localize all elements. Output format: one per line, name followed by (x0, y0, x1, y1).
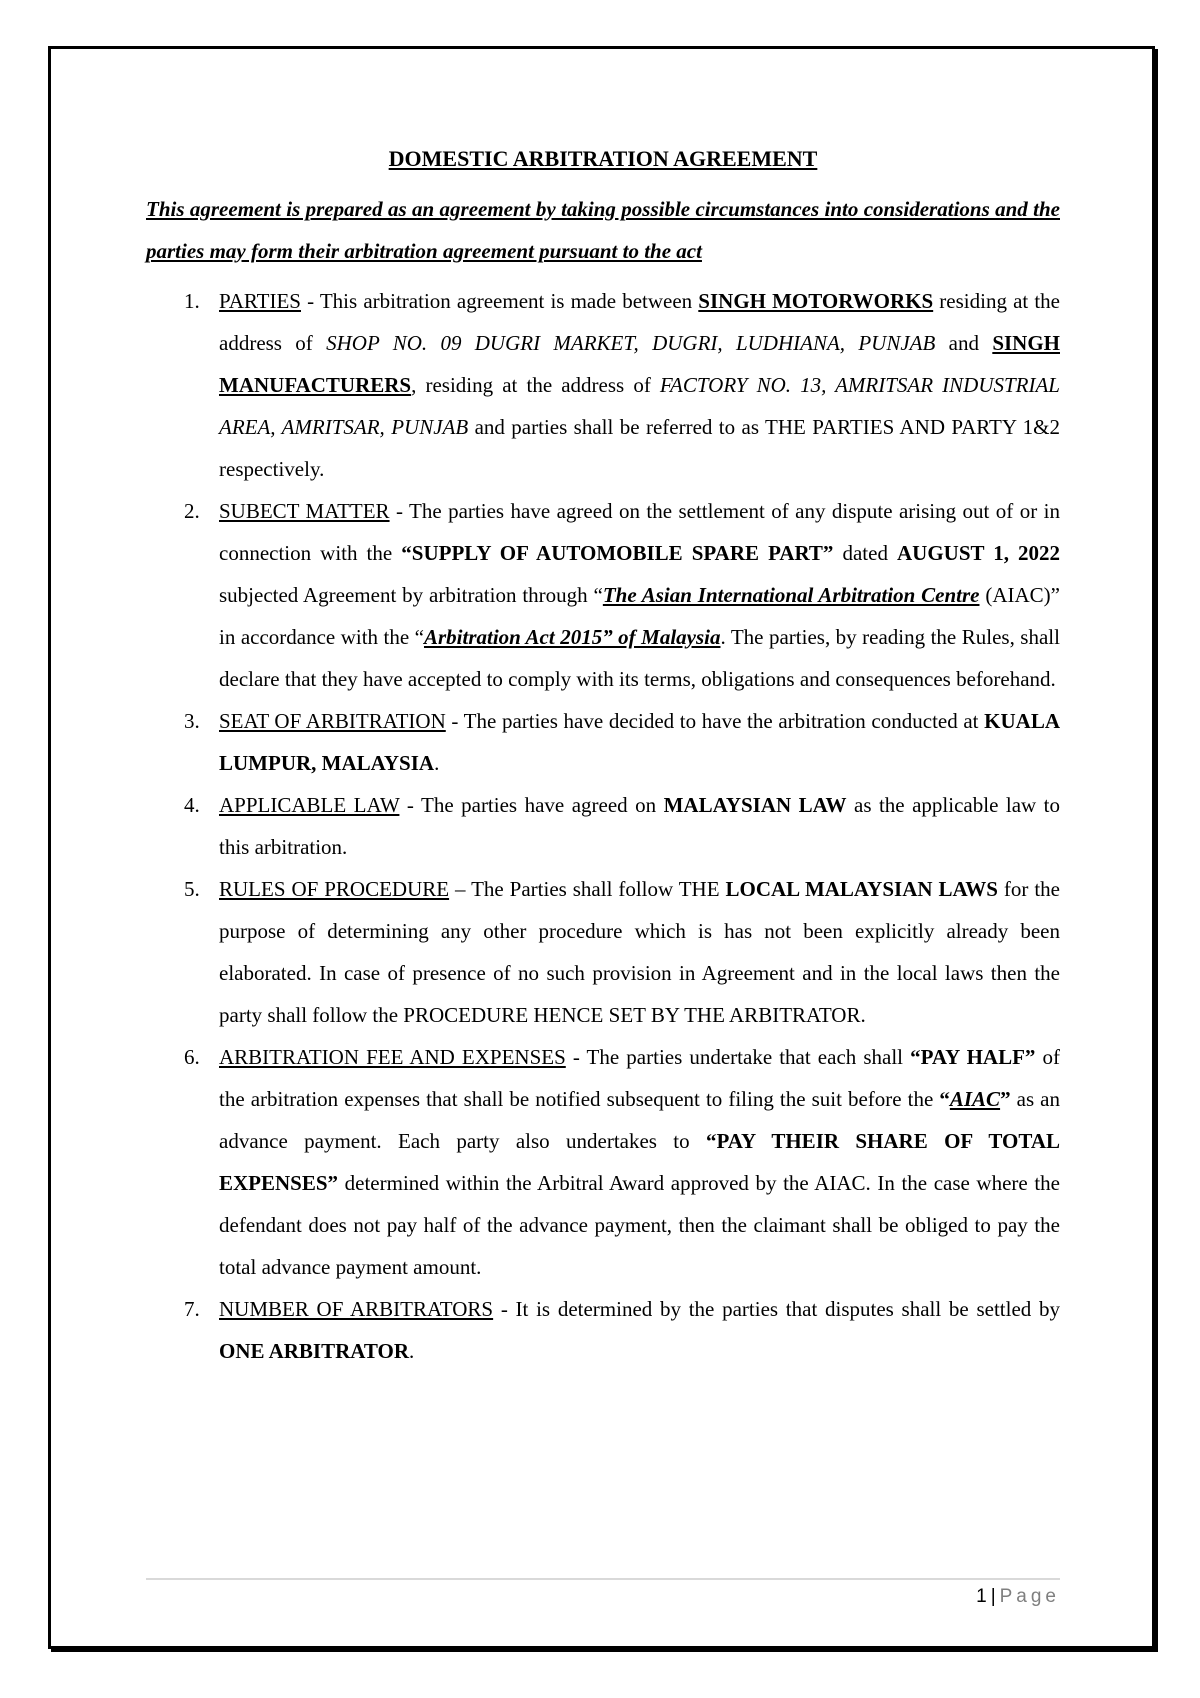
clause-parties (146, 280, 1060, 490)
contract-name: “SUPPLY OF AUTOMOBILE SPARE PART” (401, 541, 834, 565)
arbitration-centre: The Asian International Arbitration Centre (602, 583, 980, 607)
footer-separator: | (990, 1586, 996, 1607)
clause-text: as the applicable law to this arbitration. (219, 793, 1060, 859)
procedure-laws: LOCAL MALAYSIAN LAWS (725, 877, 998, 901)
clause-text: - The parties undertake that each shall (565, 1045, 911, 1069)
party-1-name: SINGH MOTORWORKS (698, 289, 934, 313)
clause-text: - This arbitration agreement is made between (301, 289, 699, 313)
party-1-address: SHOP NO. 09 DUGRI MARKET, DUGRI, LUDHIANA, PUNJAB (326, 331, 936, 355)
clause-text: - It is determined by the parties that disputes shall be settled by (493, 1297, 1060, 1321)
clause-list (146, 280, 1060, 1372)
clause-number: 2. (184, 499, 200, 523)
arbitration-seat: KUALA LUMPUR, MALAYSIA (219, 709, 1060, 775)
clause-text: - The parties have agreed on (399, 793, 664, 817)
pay-half-term: “PAY HALF” (910, 1045, 1036, 1069)
footer-divider (146, 1578, 1060, 1580)
clause-number-of-arbitrators (146, 1288, 1060, 1372)
party-2-name: SINGH MANUFACTURERS (219, 331, 1060, 397)
quote-close: ” (1000, 1087, 1011, 1111)
page-label: Page (999, 1586, 1060, 1607)
clause-text: determined within the Arbitral Award approved by the AIAC. In the case where the defendant does not pay half of the advance payment, then the claimant shall be obliged to pay the total advance payment amount. (219, 1171, 1060, 1279)
clause-text: of the arbitration expenses that shall be notified subsequent to filing the suit before the (219, 1045, 1060, 1111)
clause-text: , residing at the address of (411, 373, 660, 397)
clause-rules-of-procedure (146, 868, 1060, 1036)
page-footer (146, 1586, 1060, 1608)
clause-text: and parties shall be referred to as THE PARTIES AND PARTY 1&2 respectively. (219, 415, 1060, 481)
contract-date: AUGUST 1, 2022 (897, 541, 1060, 565)
clause-text: residing at the address of (219, 289, 1061, 355)
clause-fees-and-expenses (146, 1036, 1060, 1288)
arbitration-act: Arbitration Act 2015” of Malaysia (423, 625, 721, 649)
clause-text: . (409, 1339, 415, 1363)
clause-heading: RULES OF PROCEDURE (219, 877, 450, 901)
clause-heading: PARTIES (219, 289, 301, 313)
clause-text: . (434, 751, 440, 775)
party-2-address: FACTORY NO. 13, AMRITSAR INDUSTRIAL AREA, AMRITSAR, PUNJAB (219, 373, 1060, 439)
arbitrator-count: ONE ARBITRATOR (219, 1339, 410, 1363)
clause-seat (146, 700, 1060, 784)
document-body (146, 144, 1060, 1372)
quote-open: “ (939, 1087, 950, 1111)
expense-share-term: “PAY THEIR SHARE OF TOTAL EXPENSES” (219, 1129, 1060, 1195)
clause-number: 4. (184, 793, 200, 817)
clause-number: 5. (184, 877, 200, 901)
clause-text: (AIAC)” in accordance with the “ (219, 583, 1060, 649)
clause-number: 3. (184, 709, 200, 733)
clause-text: - The parties have agreed on the settlement of any dispute arising out of or in connection with the (219, 499, 1060, 565)
clause-text: for the purpose of determining any other procedure which is has not been explicitly already been elaborated. In case of presence of no such provision in Agreement and in the local laws then the party shall follow the PROCEDURE HENCE SET BY THE ARBITRATOR. (219, 877, 1060, 1027)
clause-text: dated (833, 541, 898, 565)
clause-text: - The parties have decided to have the arbitration conducted at (445, 709, 985, 733)
clause-text: as an advance payment. Each party also undertakes to (219, 1087, 1060, 1153)
clause-text: and (935, 331, 993, 355)
clause-heading: APPLICABLE LAW (219, 793, 400, 817)
governing-law: MALAYSIAN LAW (663, 793, 847, 817)
clause-heading: SEAT OF ARBITRATION (219, 709, 446, 733)
clause-heading: SUBECT MATTER (219, 499, 390, 523)
aiac-reference: AIAC (949, 1087, 1001, 1111)
clause-text: . The parties, by reading the Rules, shall declare that they have accepted to comply with its terms, obligations and consequences beforehand. (219, 625, 1060, 691)
page-number: 1 (976, 1586, 987, 1607)
clause-number: 7. (184, 1297, 200, 1321)
clause-applicable-law (146, 784, 1060, 868)
clause-text: – The Parties shall follow THE (449, 877, 726, 901)
intro-paragraph: This agreement is prepared as an agreement by taking possible circumstances into considerations and the parties may form their arbitration agreement pursuant to the act (146, 197, 1060, 263)
clause-heading: ARBITRATION FEE AND EXPENSES (219, 1045, 566, 1069)
document-title: DOMESTIC ARBITRATION AGREEMENT (388, 146, 818, 171)
clause-subject-matter (146, 490, 1060, 700)
clause-heading: NUMBER OF ARBITRATORS (219, 1297, 494, 1321)
clause-number: 6. (184, 1045, 200, 1069)
clause-number: 1. (184, 289, 200, 313)
clause-text: subjected Agreement by arbitration through “ (219, 583, 603, 607)
